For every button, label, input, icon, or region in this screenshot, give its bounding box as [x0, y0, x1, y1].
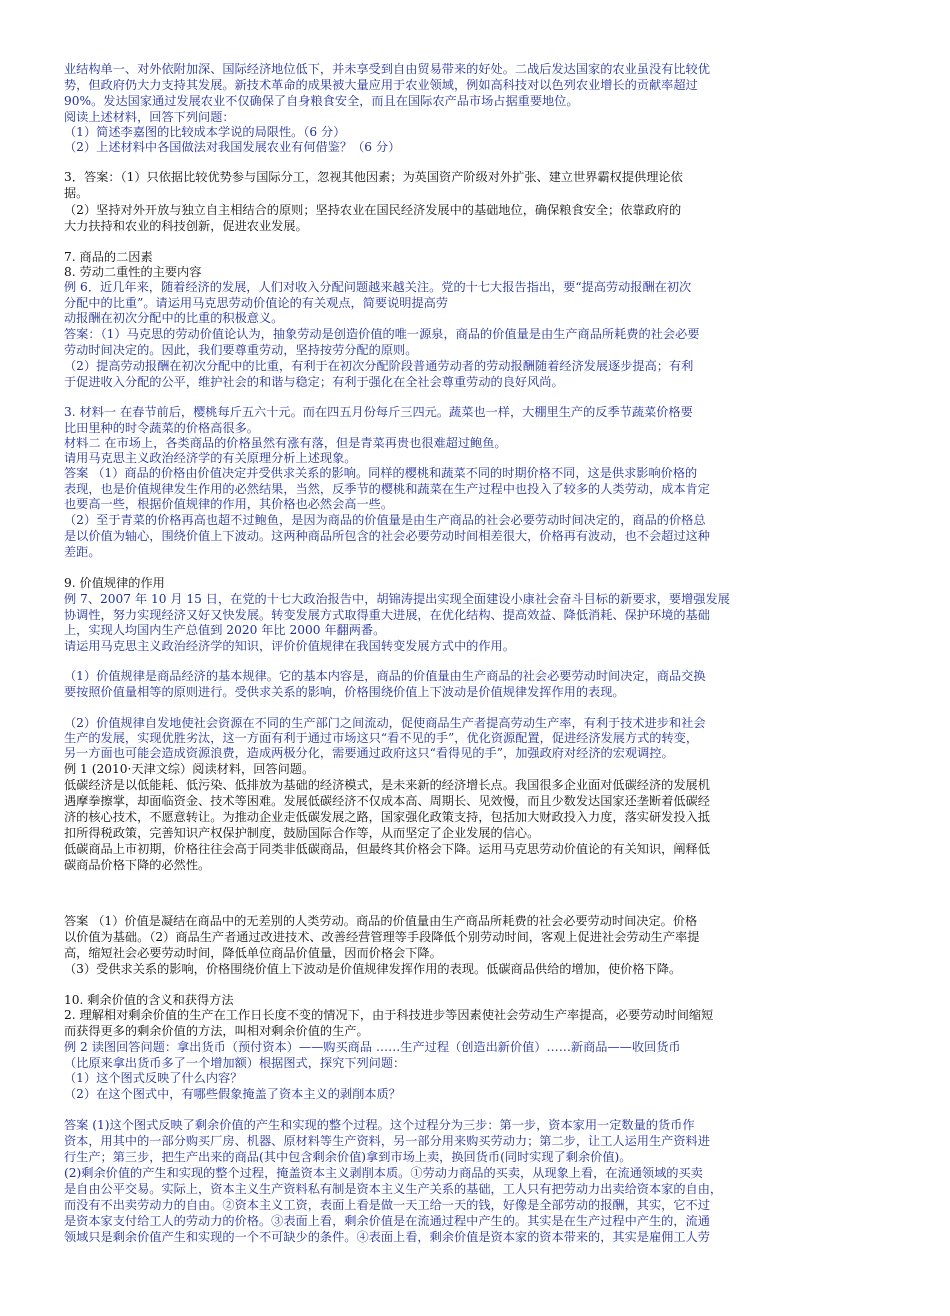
text-line: 阅读上述材料，回答下列问题： — [64, 110, 235, 124]
text-line: 例 7、2007 年 10 月 15 日，在党的十七大政治报告中，胡锦涛提出实现全面建设小康社会奋斗目标的新要求，要增强发展 — [64, 592, 730, 606]
text-line: 例 6．近几年来，随着经济的发展，人们对收入分配问题越来越关注。党的十七大报告指出，要“提高劳动报酬在初次 — [64, 280, 692, 294]
text-line: 而没有不出卖劳动力的自由。②资本主义工资，表面上看是做一天工给一天的钱，好像是全部劳动的报酬，其实，它不过 — [64, 1198, 710, 1212]
text-line: 大力扶持和农业的科技创新，促进农业发展。 — [64, 219, 308, 233]
text-line: 是以价值为轴心，围绕价值上下波动。这两种商品所包含的社会必要劳动时间相差很大，价格再有波动，也不会超过这种 — [64, 529, 710, 543]
text-line: 请用马克思主义政治经济学的有关原理分析上述现象。 — [64, 451, 357, 465]
text-line: 另一方面也可能会造成资源浪费，造成两极分化，需要通过政府这只“看得见的手”，加强政府对经济的宏观调控。 — [64, 746, 674, 760]
text-line: 答案 (1)这个图式反映了剩余价值的产生和实现的整个过程。这个过程分为三步：第一步，资本家用一定数量的货币作 — [64, 1118, 695, 1132]
text-line: （2）提高劳动报酬在初次分配中的比重，有利于在初次分配阶段普通劳动者的劳动报酬随着经济发展逐步提高；有利 — [64, 359, 694, 373]
text-line: 比田里种的时令蔬菜的价格高很多。 — [64, 421, 259, 435]
text-line: 遇摩拳擦掌，却面临资金、技术等困难。发展低碳经济不仅成本高、周期长、见效慢，而且少数发达国家还垄断着低碳经 — [64, 794, 710, 808]
text-line: 是资本家支付给工人的劳动力的价格。③表面上看，剩余价值是在流通过程中产生的。其实是在生产过程中产生的，流通 — [64, 1214, 710, 1228]
text-line: （1）这个图式反映了什么内容？ — [64, 1071, 243, 1085]
text-line: 材料二 在市场上，各类商品的价格虽然有涨有落，但是青菜再贵也很难超过鲍鱼。 — [64, 436, 507, 450]
text-line: 差距。 — [64, 545, 101, 559]
text-line: 扣所得税政策，完善知识产权保护制度，鼓励国际合作等，从而坚定了企业发展的信心。 — [64, 826, 540, 840]
text-line: 领域只是剩余价值产生和实现的一个不可缺少的条件。④表面上看，剩余价值是资本家的资本带来的，其实是雇佣工人劳 — [64, 1230, 710, 1244]
text-line: （比原来拿出货币多了一个增加额）根据图式，探究下列问题： — [64, 1056, 406, 1070]
text-line: 答案：（1）马克思的劳动价值论认为，抽象劳动是创造价值的唯一源泉，商品的价值量是由生产商品所耗费的社会必要 — [64, 327, 700, 341]
text-line: 2. 理解相对剩余价值的生产在工作日长度不变的情况下，由于科技进步等因素使社会劳动生产率提高，必要劳动时间缩短 — [64, 1008, 714, 1022]
text-line: 劳动时间决定的。因此，我们要尊重劳动，坚持按劳分配的原则。 — [64, 343, 418, 357]
text-line: 表现，也是价值规律发生作用的必然结果，当然，反季节的樱桃和蔬菜在生产过程中也投入了较多的人类劳动，成本肯定 — [64, 482, 710, 496]
text-line: 答案 （1）商品的价格由价值决定并受供求关系的影响。同样的樱桃和蔬菜不同的时期价格不同，这是供求影响价格的 — [64, 466, 698, 480]
text-line: 90%。发达国家通过发展农业不仅确保了自身粮食安全，而且在国际农产品市场占据重要地位。 — [64, 94, 579, 108]
text-line: 高，缩短社会必要劳动时间，降低单位商品价值量，因而价格会下降。 — [64, 946, 442, 960]
text-line: 于促进收入分配的公平，维护社会的和谐与稳定；有利于强化在全社会尊重劳动的良好风尚。 — [64, 375, 564, 389]
text-line: （2）在这个图式中，有哪些假象掩盖了资本主义的剥削本质？ — [64, 1087, 401, 1101]
text-line: 10. 剩余价值的含义和获得方法 — [64, 993, 234, 1007]
text-line: 要按照价值量相等的原则进行。受供求关系的影响，价格围绕价值上下波动是价值规律发挥作用的表现。 — [64, 685, 625, 699]
text-line: （2）上述材料中各国做法对我国发展农业有何借鉴？（6 分） — [64, 140, 401, 154]
text-line: 业结构单一、对外依附加深、国际经济地位低下，并未享受到自由贸易带来的好处。二战后发达国家的农业虽没有比较优 — [64, 62, 710, 76]
text-line: （3）受供求关系的影响，价格围绕价值上下波动是价值规律发挥作用的表现。低碳商品供给的增加，使价格下降。 — [64, 962, 682, 976]
text-line: 以价值为基础。（2）商品生产者通过改进技术、改善经营管理等手段降低个别劳动时间，客观上促进社会劳动生产率提 — [64, 930, 700, 944]
text-line: 也要高一些，根据价值规律的作用，其价格也必然会高一些。 — [64, 497, 394, 511]
text-line: 碳商品价格下降的必然性。 — [64, 858, 211, 872]
text-line: 资本，用其中的一部分购买厂房、机器、原材料等生产资料，另一部分用来购买劳动力；第二步，让工人运用生产资料进 — [64, 1134, 710, 1148]
text-line: （2）坚持对外开放与独立自主相结合的原则；坚持农业在国民经济发展中的基础地位，确保粮食安全；依靠政府的 — [64, 203, 682, 217]
text-line: （1）简述李嘉图的比较成本学说的局限性。（6 分） — [64, 125, 346, 139]
text-line: 而获得更多的剩余价值的方法，叫相对剩余价值的生产。 — [64, 1024, 369, 1038]
text-line: 分配中的比重”。请运用马克思劳动价值论的有关观点，简要说明提高劳 — [64, 296, 449, 310]
text-line: 协调性，努力实现经济又好又快发展。转变发展方式取得重大进展，在优化结构、提高效益、降低消耗、保护环境的基础 — [64, 608, 710, 622]
text-line: 行生产；第三步，把生产出来的商品(其中包含剩余价值)拿到市场上卖，换回货币(同时实现了剩余价值)。 — [64, 1150, 632, 1164]
text-line: 请运用马克思主义政治经济学的知识，评价价值规律在我国转变发展方式中的作用。 — [64, 639, 515, 653]
text-line: （2）价值规律自发地使社会资源在不同的生产部门之间流动，促使商品生产者提高劳动生产率，有利于技术进步和社会 — [64, 716, 706, 730]
text-line: 上，实现人均国内生产总值到 2020 年比 2000 年翻两番。 — [64, 623, 386, 637]
text-line: 生产的发展，实现优胜劣汰，这一方面有利于通过市场这只“看不见的手”，优化资源配置，促进经济发展方式的转变， — [64, 731, 699, 745]
text-line: 据。 — [64, 186, 89, 200]
text-line: 3. 材料一 在春节前后，樱桃每斤五六十元。而在四五月份每斤三四元。蔬菜也一样，大棚里生产的反季节蔬菜价格要 — [64, 405, 693, 419]
text-line: 9. 价值规律的作用 — [64, 576, 165, 590]
text-line: 势，但政府仍大力支持其发展。新技术革命的成果被大量应用于农业领域，例如高科技对以色列农业增长的贡献率超过 — [64, 78, 698, 92]
text-line: 3．答案：（1）只依据比较优势参与国际分工，忽视其他因素；为英国资产阶级对外扩张、建立世界霸权提供理论依 — [64, 170, 683, 184]
text-line: 例 1 (2010·天津文综）阅读材料，回答问题。 — [64, 762, 315, 776]
text-line: 答案 （1）价值是凝结在商品中的无差别的人类劳动。商品的价值量由生产商品所耗费的社会必要劳动时间决定。价格 — [64, 914, 698, 928]
text-line: （2）至于青菜的价格再高也超不过鲍鱼，是因为商品的价值量是由生产商品的社会必要劳动时间决定的，商品的价格总 — [64, 513, 706, 527]
text-line: 低碳商品上市初期，价格往往会高于同类非低碳商品，但最终其价格会下降。运用马克思劳动价值论的有关知识，阐释低 — [64, 842, 710, 856]
text-line: 7. 商品的二因素 — [64, 250, 153, 264]
text-line: 济的核心技术，不愿意转让。为推动企业走低碳发展之路，国家强化政策支持，包括加大财政投入力度，落实研发投入抵 — [64, 810, 710, 824]
text-line: 例 2 读图回答问题：拿出货币（预付资本）——购买商品 ……生产过程（创造出新价值）……新商品——收回货币 — [64, 1040, 681, 1054]
text-line: (2)剩余价值的产生和实现的整个过程，掩盖资本主义剥削本质。①劳动力商品的买卖，从现象上看，在流通领域的买卖 — [64, 1166, 703, 1180]
text-line: （1）价值规律是商品经济的基本规律。它的基本内容是，商品的价值量由生产商品的社会必要劳动时间决定，商品交换 — [64, 669, 706, 683]
text-line: 是自由公平交易。实际上，资本主义生产资料私有制是资本主义生产关系的基础，工人只有把劳动力出卖给资本家的自由， — [64, 1182, 723, 1196]
text-line: 低碳经济是以低能耗、低污染、低排放为基础的经济模式，是未来新的经济增长点。我国很多企业面对低碳经济的发展机 — [64, 778, 710, 792]
text-line: 8. 劳动二重性的主要内容 — [64, 265, 202, 279]
text-line: 动报酬在初次分配中的比重的积极意义。 — [64, 311, 284, 325]
